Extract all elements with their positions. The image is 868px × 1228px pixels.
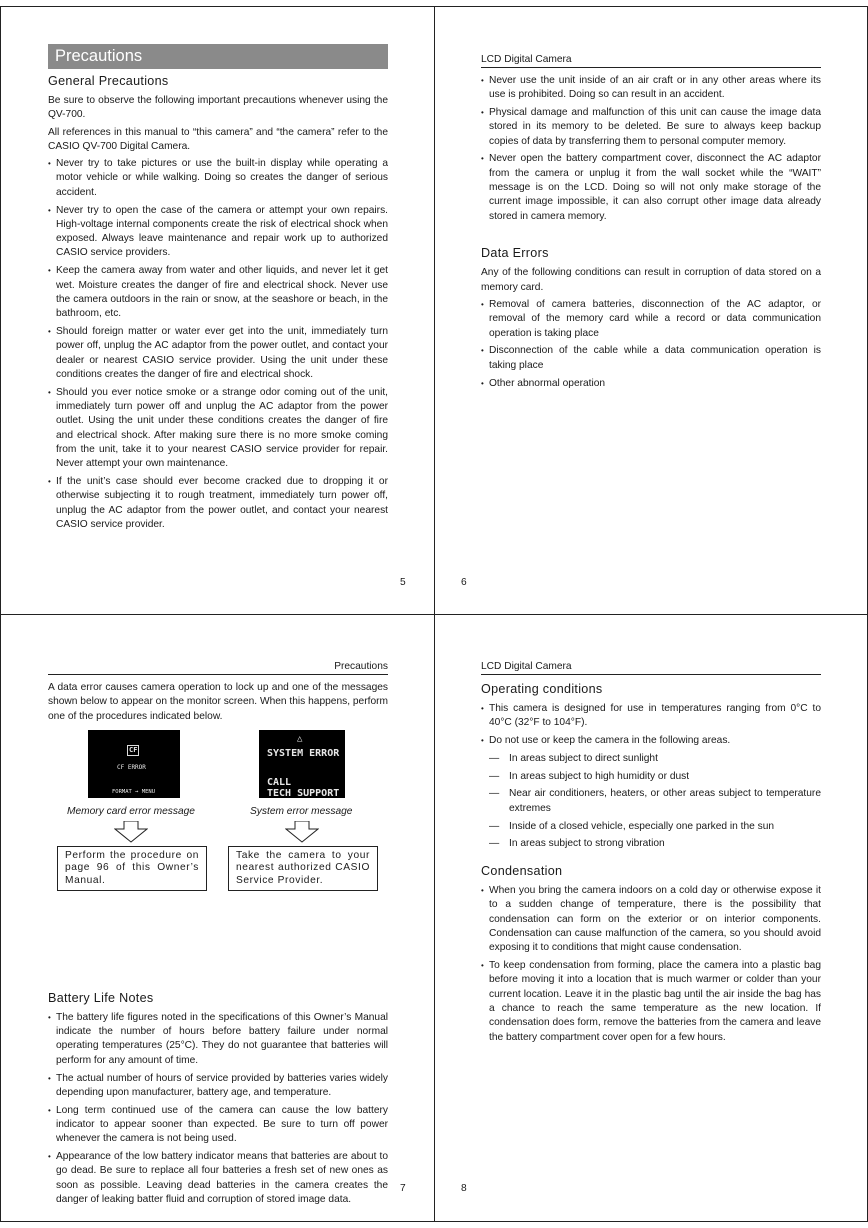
list-item: • Never try to open the case of the camera or attempt your own repairs. High-voltage internal components create the risk of electrical shock when exposed. Always leave maintenance and repair work up to authorized CASIO service providers. — [48, 204, 388, 261]
page-divider-horizontal — [1, 614, 867, 615]
list-item: • Removal of camera batteries, disconnection of the AC adaptor, or removal of the memory card while a record or data communication operation is taking place — [481, 298, 821, 341]
list-item: • When you bring the camera indoors on a cold day or otherwise expose it to a sudden change of temperature, there is the possibility that condensation can form on the exterior or on interior components. Condensation can cause malfunction of the camera, so you should avoid exposing it to conditions that might cause condensation. — [481, 884, 821, 955]
heading-condensation: Condensation — [481, 864, 563, 879]
page-number: 6 — [461, 577, 467, 588]
intro-paragraph: A data error causes camera operation to lock up and one of the messages shown below to appear on the monitor screen. When this happens, perform one of the procedures indicated below. — [48, 682, 388, 722]
list-item: — Near air conditioners, heaters, or other areas subject to temperature extremes — [481, 787, 821, 816]
list-item: • The actual number of hours of service provided by batteries varies widely depending upon manufacturer, battery age, and temperature. — [48, 1072, 388, 1101]
heading-general-precautions: General Precautions — [48, 74, 169, 88]
precaution-list — [481, 74, 821, 224]
manual-sheet — [0, 6, 868, 1222]
operating-conditions-list — [481, 702, 821, 852]
running-head: Precautions — [48, 660, 388, 675]
memory-card-error-screen — [88, 730, 180, 798]
screen-text: CALL — [267, 776, 292, 788]
list-item: • Physical damage and malfunction of this unit can cause the image data stored in its memory to be deleted. Be sure to always keep backup copies of data by transferring them to personal computer memory. — [481, 106, 821, 149]
list-item: • Long term continued use of the camera can cause the low battery indicator to appear sooner than expected. Be sure to turn off power whenever the camera is not being used. — [48, 1104, 388, 1147]
data-error-list — [481, 298, 821, 391]
down-arrow-icon — [114, 821, 148, 843]
list-item: • Should foreign matter or water ever get into the unit, immediately turn power off, unplug the AC adaptor from the power outlet, and contact your dealer or nearest CASIO service provider. Using the unit under these conditions creates the danger of fire and electrical shock. — [48, 325, 388, 382]
screen-text: CF ERROR — [117, 763, 146, 771]
list-item: — In areas subject to direct sunlight — [481, 752, 821, 766]
list-item: • Never use the unit inside of an air craft or in any other areas where its use is prohibited. Doing so can result in an accident. — [481, 74, 821, 103]
heading-operating-conditions: Operating conditions — [481, 682, 603, 696]
screen-text: TECH SUPPORT — [267, 787, 340, 798]
warning-icon: △ — [297, 733, 303, 744]
list-item: — In areas subject to high humidity or dust — [481, 770, 821, 784]
caption-system-error: System error message — [250, 805, 353, 817]
list-item: • Never open the battery compartment cover, disconnect the AC adaptor from the camera or unplug it from the wall socket while the “WAIT” message is on the LCD. Doing so will not only make storage of the current image impossible, it can also corrupt other image data already stored in camera memory. — [481, 152, 821, 223]
list-item: • To keep condensation from forming, place the camera into a plastic bag before moving it into a location that is much warmer or colder than your current location. Leave it in the plastic bag until the air inside the bag has a chance to reach the same temperature as the new location. If condensation does form, remove the batteries from the camera and leave the battery compartment cover open for a few hours. — [481, 959, 821, 1045]
heading-data-errors: Data Errors — [481, 246, 549, 261]
intro-paragraph: All references in this manual to “this camera” and “the camera” refer to the CASIO QV-700 Digital Camera. — [48, 126, 388, 152]
list-item: — Inside of a closed vehicle, especially one parked in the sun — [481, 820, 821, 834]
caption-memory-card: Memory card error message — [67, 805, 195, 817]
error-screens — [48, 730, 388, 910]
list-item: • Never try to take pictures or use the built-in display while operating a motor vehicle or while walking. Doing so creates the danger of serious accident. — [48, 157, 388, 200]
list-item: • Do not use or keep the camera in the following areas. — [481, 734, 821, 748]
screen-text: FORMAT → MENU — [112, 788, 156, 795]
list-item: • This camera is designed for use in temperatures ranging from 0°C to 40°C (32°F to 104°F). — [481, 702, 821, 731]
running-head: LCD Digital Camera — [481, 660, 821, 675]
procedure-box-memory-card: Perform the procedure on page 96 of this Owner’s Manual. — [57, 846, 207, 892]
procedure-box-system-error: Take the camera to your nearest authorized CASIO Service Provider. — [228, 846, 378, 892]
list-item: — In areas subject to strong vibration — [481, 837, 821, 851]
intro-paragraph: Any of the following conditions can result in corruption of data stored on a memory card. — [481, 267, 821, 293]
list-item: • Other abnormal operation — [481, 377, 821, 391]
cf-card-icon: CF — [129, 745, 138, 754]
list-item: • If the unit’s case should ever become cracked due to dropping it or otherwise subjecting it to rough treatment, immediately turn power off, unplug the AC adaptor from the power outlet, and contact your nearest CASIO service provider. — [48, 475, 388, 532]
screen-text: SYSTEM ERROR — [267, 747, 340, 759]
page-number: 5 — [400, 577, 406, 588]
list-item: • The battery life figures noted in the specifications of this Owner’s Manual indicate the number of hours before battery failure under normal operating temperatures (25°C). They do not guarantee that batteries will perform for any amount of time. — [48, 1011, 388, 1068]
page-6 — [481, 53, 821, 394]
section-title: Precautions — [48, 44, 388, 69]
page-number: 8 — [461, 1183, 467, 1194]
page-number: 7 — [400, 1183, 406, 1194]
heading-battery-life-notes: Battery Life Notes — [48, 990, 154, 1005]
list-item: • Keep the camera away from water and other liquids, and never let it get wet. Moisture creates the danger of fire and electrical shock. Never use the camera outdoors in the rain or snow, at the seashore or beach, in the bathroom, etc. — [48, 264, 388, 321]
page-8 — [481, 660, 821, 1048]
list-item: • Appearance of the low battery indicator means that batteries are about to go dead. Be sure to replace all four batteries a fresh set of new ones as soon as possible. Leaving dead batteries in the camera creates the danger of leaking batter fluid and corruption of stored image data. — [48, 1150, 388, 1207]
precaution-list — [48, 157, 388, 532]
page-5 — [48, 44, 388, 536]
intro-paragraph: Be sure to observe the following important precautions whenever using the QV-700. — [48, 95, 388, 121]
battery-notes-list — [48, 1011, 388, 1207]
system-error-screen — [259, 730, 345, 798]
condensation-list — [481, 884, 821, 1045]
list-item: • Should you ever notice smoke or a strange odor coming out of the unit, immediately turn power off and unplug the AC adaptor from the power outlet. Using the unit under these conditions creates the danger of fire and electrical shock. After making sure there is no more smoke coming from the unit, take it to your nearest CASIO service provider for repair. Never attempt your own maintenance. — [48, 386, 388, 472]
list-item: • Disconnection of the cable while a data communication operation is taking place — [481, 344, 821, 373]
running-head: LCD Digital Camera — [481, 53, 821, 68]
page-7 — [48, 660, 388, 1211]
down-arrow-icon — [285, 821, 319, 843]
